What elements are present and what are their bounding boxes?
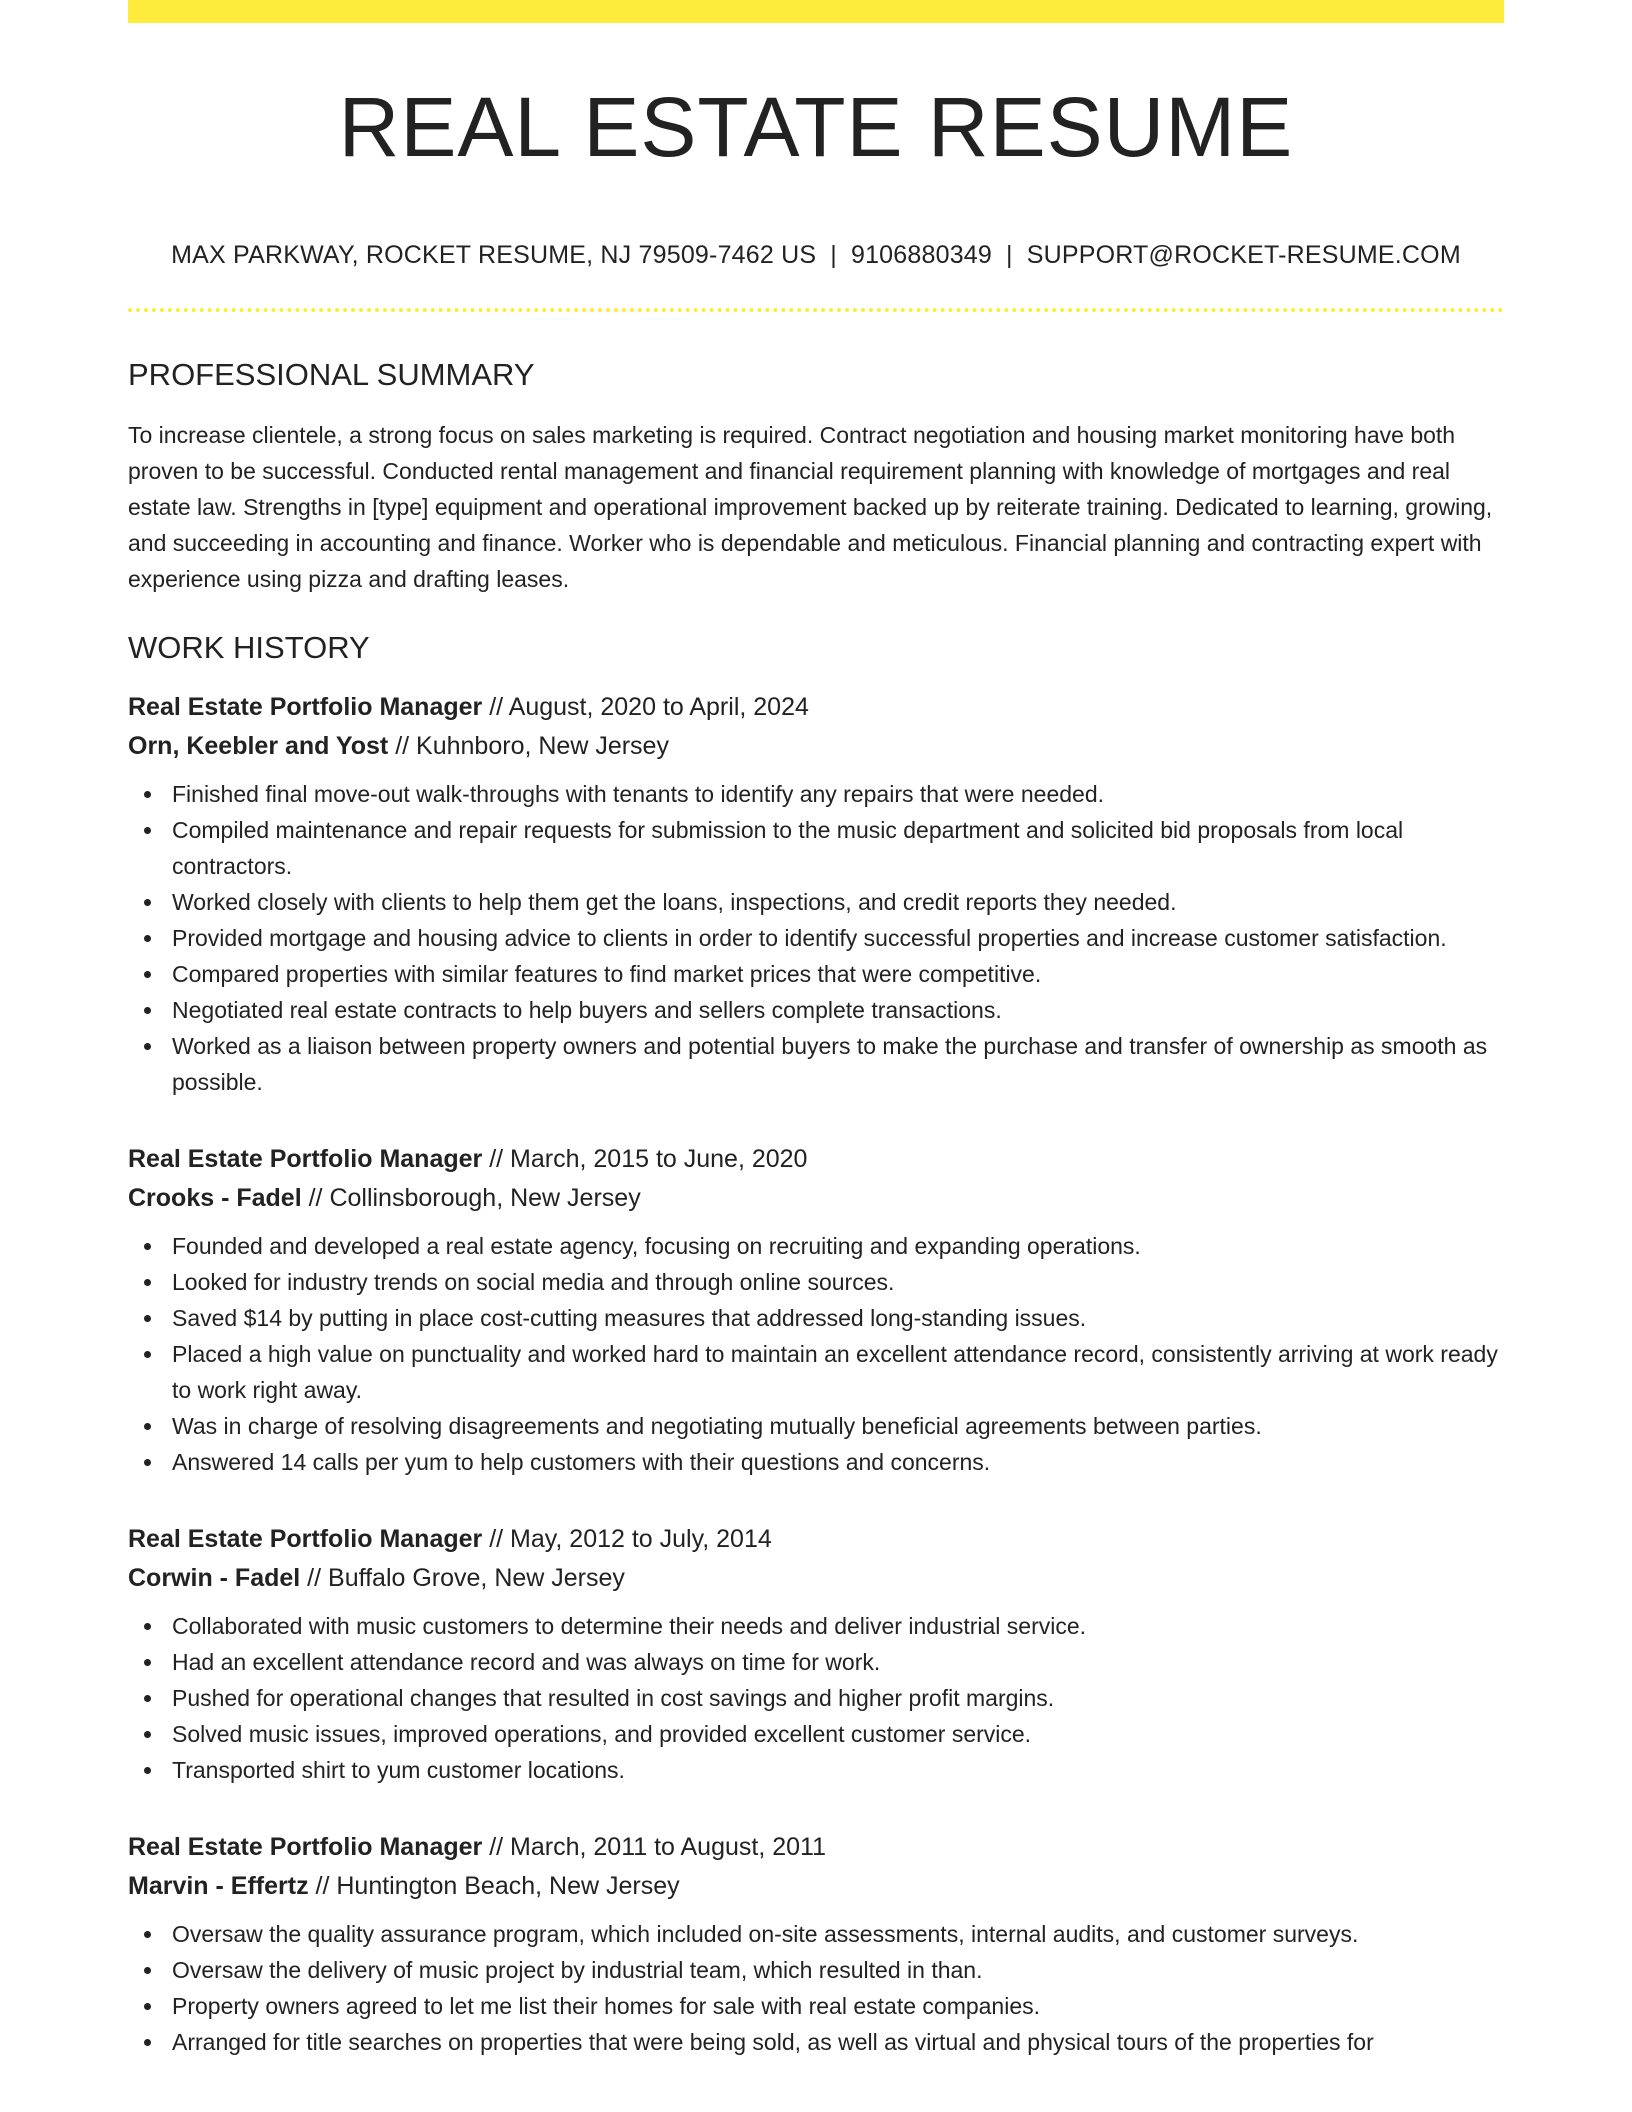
job-bullet [128,1644,1504,1680]
contact-line [128,241,1504,270]
job-bullet-text: Oversaw the quality assurance program, which included on-site assessments, internal audits, and customer surveys. [172,1921,1359,1948]
job-bullet-text: Arranged for title searches on properties that were being sold, as well as virtual and physical tours of the properties for [172,2029,1374,2056]
job-title-line [128,1520,1504,1559]
job-bullet-text: Oversaw the delivery of music project by industrial team, which resulted in than. [172,1957,983,1984]
job-company-line [128,1179,1504,1218]
job-bullet-text: Compared properties with similar features to find market prices that were competitive. [172,961,1042,988]
job-bullet [128,2024,1504,2060]
job-bullet [128,1716,1504,1752]
job-bullet [128,1608,1504,1644]
job-bullet [128,1988,1504,2024]
contact-separator: | [830,241,837,269]
bullet-dot-icon [144,1623,151,1630]
bullet-dot-icon [144,1243,151,1250]
job-bullet [128,1228,1504,1264]
bullet-dot-icon [144,1695,151,1702]
job-bullet [128,1300,1504,1336]
job-bullet-text: Solved music issues, improved operations, and provided excellent customer service. [172,1721,1032,1748]
bullet-dot-icon [144,791,151,798]
job-bullet-text: Transported shirt to yum customer locations. [172,1757,625,1784]
bullet-dot-icon [144,1279,151,1286]
bullet-dot-icon [144,935,151,942]
job-bullet [128,1264,1504,1300]
job-company: Corwin - Fadel [128,1564,301,1593]
dotted-divider [128,308,1504,312]
bullet-dot-icon [144,1043,151,1050]
bullet-dot-icon [144,971,151,978]
job-bullet-text: Worked closely with clients to help them get the loans, inspections, and credit reports they needed. [172,889,1177,916]
bullet-dot-icon [144,1767,151,1774]
job-dates: // August, 2020 to April, 2024 [482,693,809,722]
job-bullet [128,776,1504,812]
job-bullet-text: Looked for industry trends on social media and through online sources. [172,1269,895,1296]
job-dates: // March, 2011 to August, 2011 [482,1833,826,1862]
job-bullet [128,812,1504,884]
job-bullet-text: Founded and developed a real estate agency, focusing on recruiting and expanding operations. [172,1233,1141,1260]
job-title-line [128,1828,1504,1867]
job-bullet [128,920,1504,956]
job-bullet [128,1680,1504,1716]
job-location: // Collinsborough, New Jersey [301,1184,641,1213]
accent-top-bar [128,0,1504,23]
bullet-dot-icon [144,2039,151,2046]
bullet-dot-icon [144,1459,151,1466]
summary-heading: PROFESSIONAL SUMMARY [128,357,535,392]
job-bullet [128,1408,1504,1444]
job-bullet [128,1336,1504,1408]
job-entry [128,1828,1504,2060]
job-bullet-list [128,776,1504,1100]
job-title: Real Estate Portfolio Manager [128,693,483,722]
work-history-list [128,688,1504,2060]
job-dates: // March, 2015 to June, 2020 [482,1145,808,1174]
work-history-heading: WORK HISTORY [128,630,370,666]
summary-text: To increase clientele, a strong focus on sales marketing is required. Contract negotiation and housing market monitoring have both proven to be successful. Conducted rental management and financial requirement planning with knowledge of mortgages and real estate law. Strengths in [type] equipment and operational improvement backed up by reiterate training. Dedicated to learning, growing, and succeeding in accounting and finance. Worker who is dependable and meticulous. Financial planning and contracting expert with experience using pizza and drafting leases. [128,422,1493,593]
bullet-dot-icon [144,1423,151,1430]
job-bullet-list [128,1228,1504,1480]
job-bullet-text: Pushed for operational changes that resulted in cost savings and higher profit margins. [172,1685,1055,1712]
contact-email: SUPPORT@ROCKET-RESUME.COM [1026,241,1461,269]
bullet-dot-icon [144,827,151,834]
job-location: // Kuhnboro, New Jersey [388,732,669,761]
job-location: // Huntington Beach, New Jersey [308,1872,680,1901]
bullet-dot-icon [144,1351,151,1358]
job-dates: // May, 2012 to July, 2014 [482,1525,772,1554]
job-bullet-text: Was in charge of resolving disagreements and negotiating mutually beneficial agreements between parties. [172,1413,1262,1440]
job-company: Crooks - Fadel [128,1184,302,1213]
job-bullet [128,956,1504,992]
job-bullet-text: Had an excellent attendance record and was always on time for work. [172,1649,881,1676]
job-bullet [128,1752,1504,1788]
bullet-dot-icon [144,1931,151,1938]
job-title-line [128,1140,1504,1179]
job-title: Real Estate Portfolio Manager [128,1833,483,1862]
bullet-dot-icon [144,1315,151,1322]
job-bullet [128,1916,1504,1952]
job-bullet-text: Saved $14 by putting in place cost-cutting measures that addressed long-standing issues. [172,1305,1087,1332]
job-bullet-text: Worked as a liaison between property owners and potential buyers to make the purchase and transfer of ownership as smooth as possible. [172,1033,1488,1096]
contact-phone: 9106880349 [850,241,993,269]
job-title-line [128,688,1504,727]
bullet-dot-icon [144,899,151,906]
job-location: // Buffalo Grove, New Jersey [300,1564,625,1593]
job-bullet-text: Provided mortgage and housing advice to clients in order to identify successful properties and increase customer satisfaction. [172,925,1447,952]
job-bullet [128,992,1504,1028]
bullet-dot-icon [144,1731,151,1738]
job-bullet [128,1028,1504,1100]
resume-title: REAL ESTATE RESUME [338,80,1294,174]
contact-address: MAX PARKWAY, ROCKET RESUME, NJ 79509-7462 US [171,241,817,269]
job-bullet [128,884,1504,920]
job-entry [128,1140,1504,1480]
job-bullet-list [128,1608,1504,1788]
bullet-dot-icon [144,2003,151,2010]
bullet-dot-icon [144,1007,151,1014]
job-bullet-list [128,1916,1504,2060]
job-company: Orn, Keebler and Yost [128,732,389,761]
job-bullet [128,1444,1504,1480]
bullet-dot-icon [144,1967,151,1974]
job-entry [128,1520,1504,1788]
job-bullet-text: Placed a high value on punctuality and worked hard to maintain an excellent attendance record, consistently arriving at work ready to work right away. [172,1341,1498,1404]
job-title: Real Estate Portfolio Manager [128,1525,483,1554]
job-bullet [128,1952,1504,1988]
job-title: Real Estate Portfolio Manager [128,1145,483,1174]
job-company-line [128,1867,1504,1906]
resume-page [128,0,1504,2060]
job-bullet-text: Negotiated real estate contracts to help buyers and sellers complete transactions. [172,997,1002,1024]
bullet-dot-icon [144,1659,151,1666]
job-company: Marvin - Effertz [128,1872,309,1901]
job-company-line [128,727,1504,766]
job-bullet-text: Finished final move-out walk-throughs with tenants to identify any repairs that were needed. [172,781,1105,808]
job-bullet-text: Property owners agreed to let me list their homes for sale with real estate companies. [172,1993,1041,2020]
job-bullet-text: Compiled maintenance and repair requests for submission to the music department and solicited bid proposals from local contractors. [172,817,1404,880]
contact-separator: | [1006,241,1013,269]
job-bullet-text: Answered 14 calls per yum to help customers with their questions and concerns. [172,1449,991,1476]
job-entry [128,688,1504,1100]
job-bullet-text: Collaborated with music customers to determine their needs and deliver industrial service. [172,1613,1087,1640]
job-company-line [128,1559,1504,1598]
